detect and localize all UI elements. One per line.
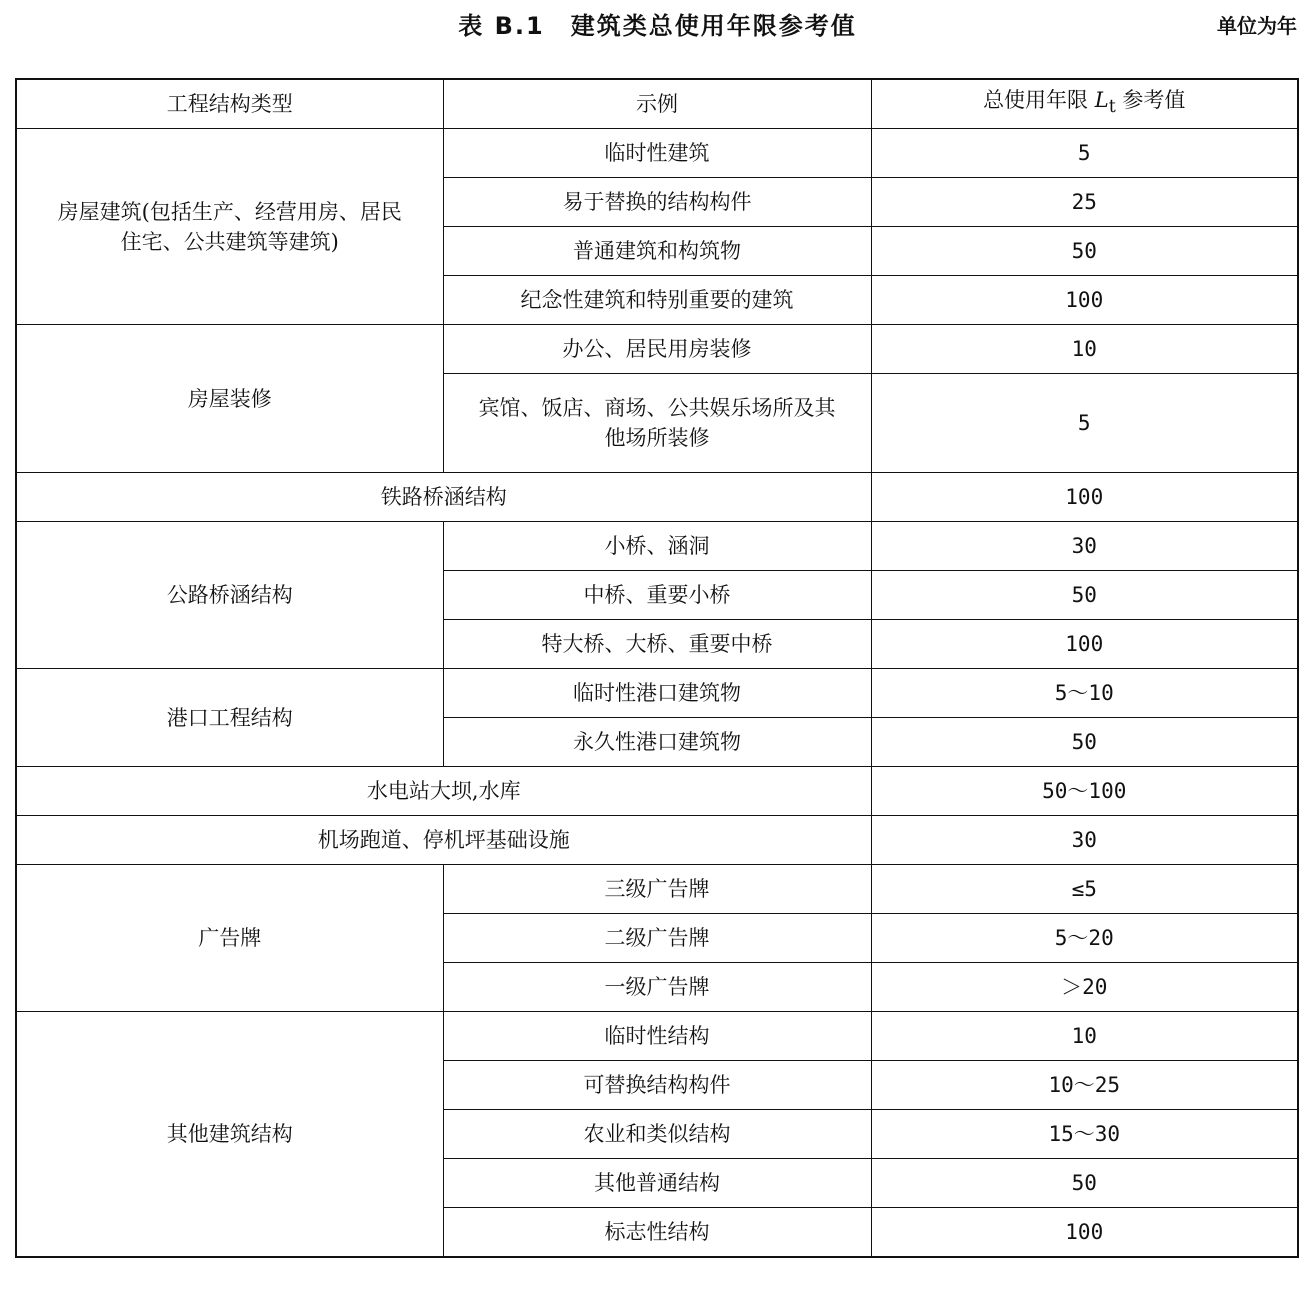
example-cell: 农业和类似结构 xyxy=(443,1110,871,1159)
structure-type-cell: 其他建筑结构 xyxy=(16,1012,443,1258)
structure-type-cell: 水电站大坝,水库 xyxy=(16,767,871,816)
value-cell: ＞20 xyxy=(871,963,1298,1012)
header-structure-type: 工程结构类型 xyxy=(16,79,443,129)
unit-note: 单位为年 xyxy=(1217,14,1297,38)
value-cell: 5 xyxy=(871,129,1298,178)
header-example: 示例 xyxy=(443,79,871,129)
structure-type-cell: 公路桥涵结构 xyxy=(16,522,443,669)
example-cell: 临时性建筑 xyxy=(443,129,871,178)
example-cell: 办公、居民用房装修 xyxy=(443,325,871,374)
table-row xyxy=(16,669,1298,718)
example-cell: 可替换结构构件 xyxy=(443,1061,871,1110)
value-cell: 50～100 xyxy=(871,767,1298,816)
table-row xyxy=(16,816,1298,865)
value-cell: 50 xyxy=(871,227,1298,276)
header-service-life-var: L xyxy=(1094,88,1109,113)
table-row xyxy=(16,767,1298,816)
example-cell: 临时性结构 xyxy=(443,1012,871,1061)
value-cell: 100 xyxy=(871,620,1298,669)
example-cell: 易于替换的结构构件 xyxy=(443,178,871,227)
header-service-life-suffix: 参考值 xyxy=(1115,88,1186,113)
value-cell: 10 xyxy=(871,325,1298,374)
structure-type-cell: 港口工程结构 xyxy=(16,669,443,767)
value-cell: 5 xyxy=(871,374,1298,473)
header-service-life xyxy=(871,79,1298,129)
example-cell: 中桥、重要小桥 xyxy=(443,571,871,620)
table-row xyxy=(16,325,1298,374)
structure-type-cell: 广告牌 xyxy=(16,865,443,1012)
example-cell: 标志性结构 xyxy=(443,1208,871,1258)
table-title: 表 B.1 建筑类总使用年限参考值 xyxy=(458,12,857,40)
table-row xyxy=(16,522,1298,571)
value-cell: 5～10 xyxy=(871,669,1298,718)
value-cell: 25 xyxy=(871,178,1298,227)
table-row xyxy=(16,865,1298,914)
structure-type-cell: 房屋建筑(包括生产、经营用房、居民住宅、公共建筑等建筑) xyxy=(16,129,443,325)
value-cell: 100 xyxy=(871,473,1298,522)
service-life-table xyxy=(15,78,1299,1258)
value-cell: ≤5 xyxy=(871,865,1298,914)
value-cell: 50 xyxy=(871,718,1298,767)
structure-type-cell: 铁路桥涵结构 xyxy=(16,473,871,522)
value-cell: 100 xyxy=(871,276,1298,325)
value-cell: 10～25 xyxy=(871,1061,1298,1110)
value-cell: 30 xyxy=(871,816,1298,865)
example-cell: 临时性港口建筑物 xyxy=(443,669,871,718)
example-cell: 永久性港口建筑物 xyxy=(443,718,871,767)
table-row xyxy=(16,473,1298,522)
table-row xyxy=(16,1012,1298,1061)
example-cell: 其他普通结构 xyxy=(443,1159,871,1208)
example-cell: 特大桥、大桥、重要中桥 xyxy=(443,620,871,669)
table-caption xyxy=(0,8,1315,44)
value-cell: 15～30 xyxy=(871,1110,1298,1159)
value-cell: 10 xyxy=(871,1012,1298,1061)
example-cell: 小桥、涵洞 xyxy=(443,522,871,571)
table-row xyxy=(16,129,1298,178)
example-cell: 二级广告牌 xyxy=(443,914,871,963)
value-cell: 50 xyxy=(871,1159,1298,1208)
structure-type-cell: 机场跑道、停机坪基础设施 xyxy=(16,816,871,865)
value-cell: 100 xyxy=(871,1208,1298,1258)
value-cell: 50 xyxy=(871,571,1298,620)
structure-type-cell: 房屋装修 xyxy=(16,325,443,473)
header-row xyxy=(16,79,1298,129)
value-cell: 5～20 xyxy=(871,914,1298,963)
example-cell: 三级广告牌 xyxy=(443,865,871,914)
example-cell: 宾馆、饭店、商场、公共娱乐场所及其他场所装修 xyxy=(443,374,871,473)
example-cell: 纪念性建筑和特别重要的建筑 xyxy=(443,276,871,325)
example-cell: 普通建筑和构筑物 xyxy=(443,227,871,276)
header-service-life-sub: t xyxy=(1108,97,1116,118)
header-service-life-prefix: 总使用年限 xyxy=(983,88,1095,113)
value-cell: 30 xyxy=(871,522,1298,571)
example-cell: 一级广告牌 xyxy=(443,963,871,1012)
